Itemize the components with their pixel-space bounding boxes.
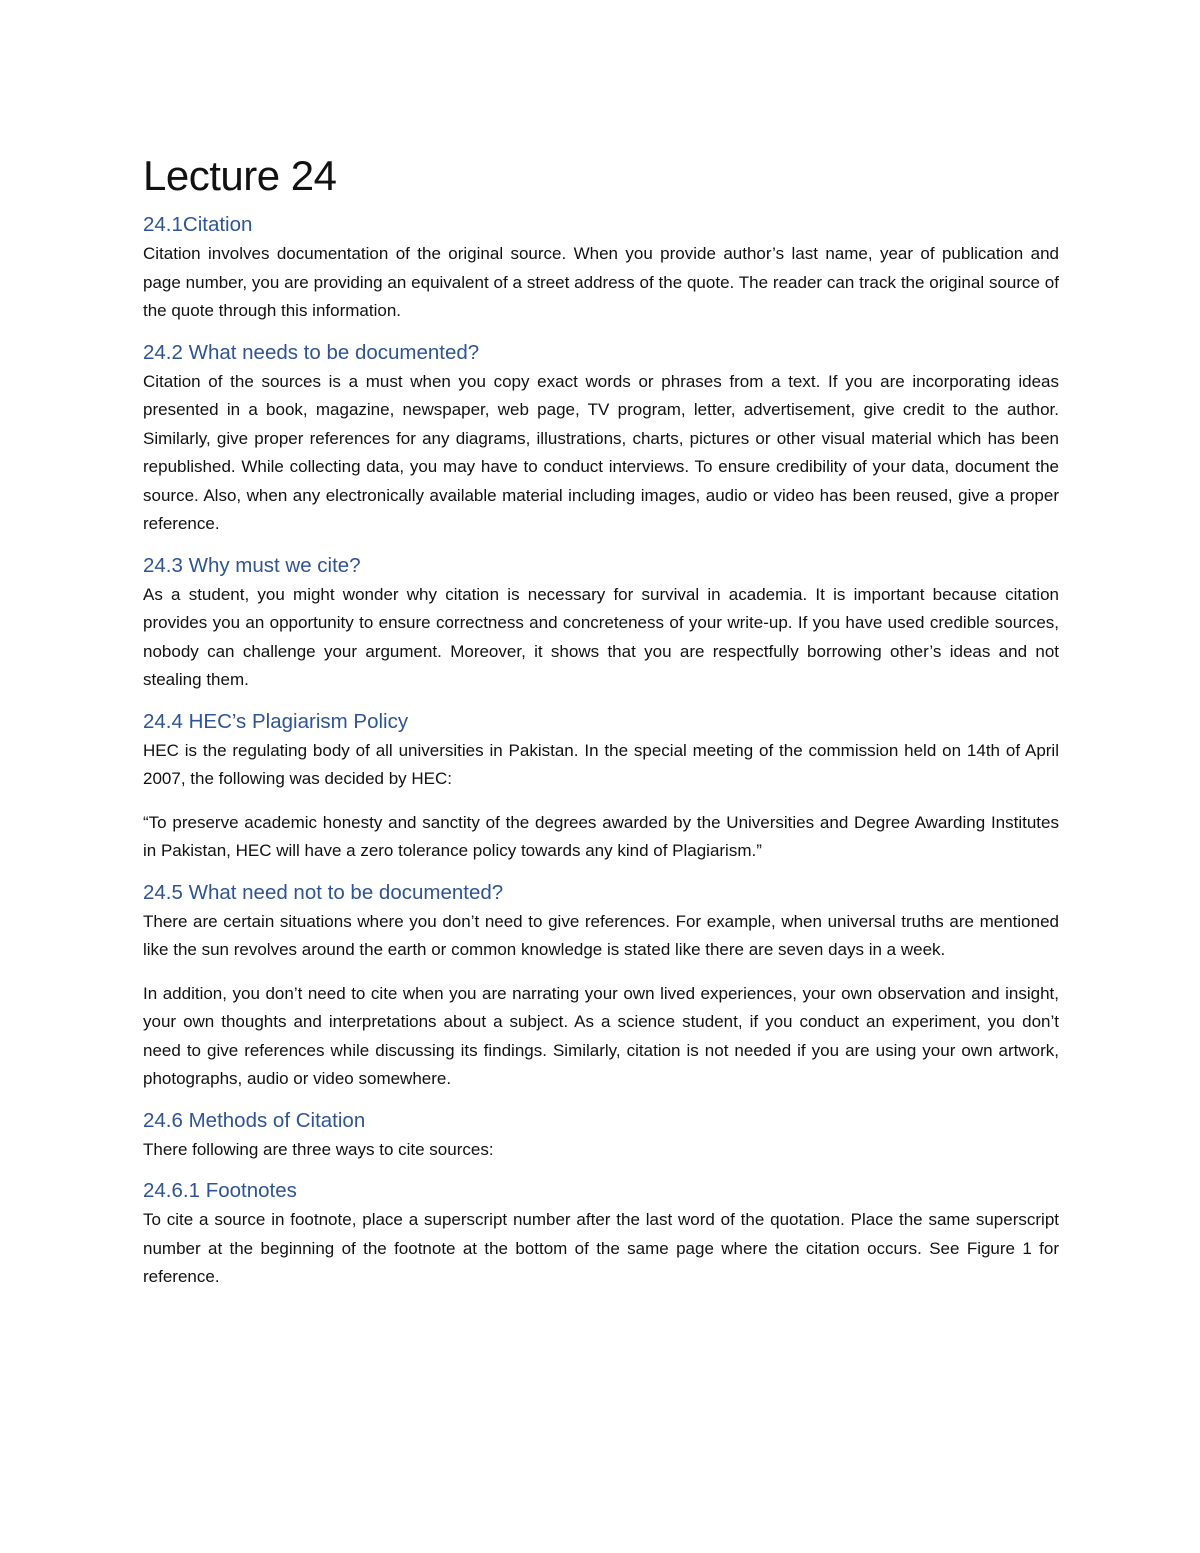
paragraph: Citation of the sources is a must when you copy exact words or phrases from a text. If you are incorporating ideas presented in a book, magazine, newspaper, web page, TV program, letter, advertisement, give credit to the author. Similarly, give proper references for any diagrams, illustrations, charts, pictures or other visual material which has been republished. While collecting data, you may have to conduct interviews. To ensure credibility of your data, document the source. Also, when any electronically available material including images, audio or video has been reused, give a proper reference. (143, 371, 1059, 533)
section-heading-why-cite: 24.3 Why must we cite? (143, 553, 361, 577)
section-heading-methods-of-citation: 24.6 Methods of Citation (143, 1108, 366, 1132)
paragraph: HEC is the regulating body of all universities in Pakistan. In the special meeting of the commission held on 14th of April 2007, the following was decided by HEC: (143, 740, 1059, 788)
paragraph: There following are three ways to cite sources: (143, 1139, 494, 1159)
paragraph: There are certain situations where you don’t need to give references. For example, when universal truths are mentioned like the sun revolves around the earth or common knowledge is stated like there are seven days in a week. (143, 911, 1059, 959)
section-heading-citation: 24.1Citation (143, 213, 253, 236)
paragraph: As a student, you might wonder why citation is necessary for survival in academia. It is important because citation provides you an opportunity to ensure correctness and concreteness of your write-up. If you have used credible sources, nobody can challenge your argument. Moreover, it shows that you are respectfully borrowing other’s ideas and not stealing them. (143, 584, 1059, 689)
paragraph: Citation involves documentation of the original source. When you provide author’s last name, year of publication and page number, you are providing an equivalent of a street address of the quote. The reader can track the original source of the quote through this information. (143, 244, 1059, 320)
document-page (143, 148, 1059, 1292)
section-heading-what-needs-documented: 24.2 What needs to be documented? (143, 340, 480, 364)
paragraph: To cite a source in footnote, place a superscript number after the last word of the quotation. Place the same superscript number at the beginning of the footnote at the bottom of the same page where the citation occurs. See Figure 1 for reference. (143, 1210, 1059, 1286)
section-heading-need-not-documented: 24.5 What need not to be documented? (143, 880, 504, 904)
section-heading-footnotes: 24.6.1 Footnotes (143, 1179, 297, 1202)
section-heading-plagiarism-policy: 24.4 HEC’s Plagiarism Policy (143, 709, 409, 733)
quote-paragraph: “To preserve academic honesty and sanctity of the degrees awarded by the Universities and Degree Awarding Institutes in Pakistan, HEC will have a zero tolerance policy towards any kind of Plagiarism.” (143, 812, 1059, 860)
paragraph: In addition, you don’t need to cite when you are narrating your own lived experiences, your own observation and insight, your own thoughts and interpretations about a subject. As a science student, if you conduct an experiment, you don’t need to give references while discussing its findings. Similarly, citation is not needed if you are using your own artwork, photographs, audio or video somewhere. (143, 983, 1059, 1088)
page-title: Lecture 24 (143, 152, 337, 199)
